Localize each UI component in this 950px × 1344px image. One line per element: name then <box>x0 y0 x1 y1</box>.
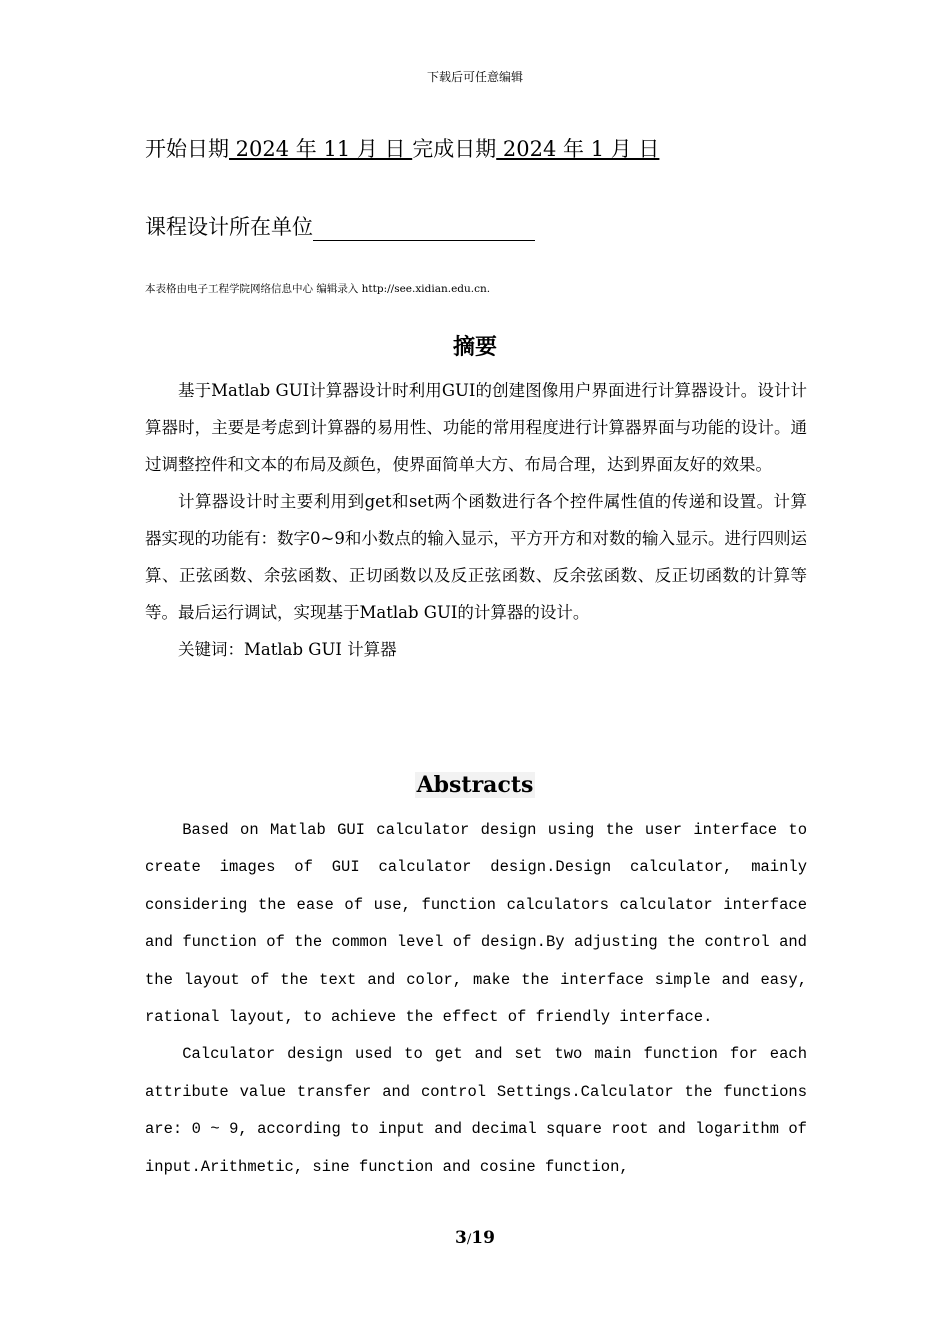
start-date-value: 2024 年 11 月 日 <box>229 137 413 161</box>
unit-label: 课程设计所在单位 <box>145 215 313 239</box>
start-date-label: 开始日期 <box>145 137 229 161</box>
page-number <box>0 1228 950 1248</box>
abstract-en-title <box>0 772 950 798</box>
page-current: 3 <box>455 1228 467 1248</box>
unit-line <box>145 211 535 241</box>
abstract-en-body <box>145 812 807 1186</box>
date-line <box>145 133 659 163</box>
source-note: 本表格由电子工程学院网络信息中心 编辑录入 http://see.xidian.edu.cn. <box>145 283 491 295</box>
abstract-en-paragraph: Based on Matlab GUI calculator design using the user interface to create images of GUI calculator design.Design calculator, mainly considering the ease of use, function calculators calculator interface and function of the common level of design.By adjusting the control and the layout of the text and color, make the interface simple and easy, rational layout, to achieve the effect of friendly interface. <box>145 821 807 1027</box>
abstract-cn-title: 摘要 <box>452 334 497 360</box>
abstract-en-paragraph: Calculator design used to get and set two main function for each attribute value transfer and control Settings.Calculator the functions are: 0 ~ 9, according to input and decimal square root and logarithm of input.Arithmetic, sine function and cosine function, <box>145 1045 807 1176</box>
keywords: 关键词：Matlab GUI 计算器 <box>178 640 397 659</box>
page-separator: / <box>466 1232 472 1247</box>
abstract-cn-paragraph: 计算器设计时主要利用到get和set两个函数进行各个控件属性值的传递和设置。计算器实现的功能有：数字0~9和小数点的输入显示，平方开方和对数的输入显示。进行四则运算、正弦函数、余弦函数、正切函数以及反正弦函数、反余弦函数、反正切函数的计算等等。最后运行调试，实现基于Matlab GUI的计算器的设计。 <box>145 492 807 622</box>
unit-blank <box>313 218 535 241</box>
page-total: 19 <box>471 1228 495 1248</box>
abstract-en-title-text: Abstracts <box>416 772 534 798</box>
end-date-value: 2024 年 1 月 日 <box>496 137 660 161</box>
header-note: 下载后可任意编辑 <box>426 70 523 84</box>
end-date-label: 完成日期 <box>412 137 497 161</box>
abstract-cn-body <box>145 372 807 668</box>
abstract-cn-paragraph: 基于Matlab GUI计算器设计时利用GUI的创建图像用户界面进行计算器设计。设计计算器时，主要是考虑到计算器的易用性、功能的常用程度进行计算器界面与功能的设计。通过调整控件和文本的布局及颜色，使界面简单大方、布局合理，达到界面友好的效果。 <box>145 381 807 474</box>
